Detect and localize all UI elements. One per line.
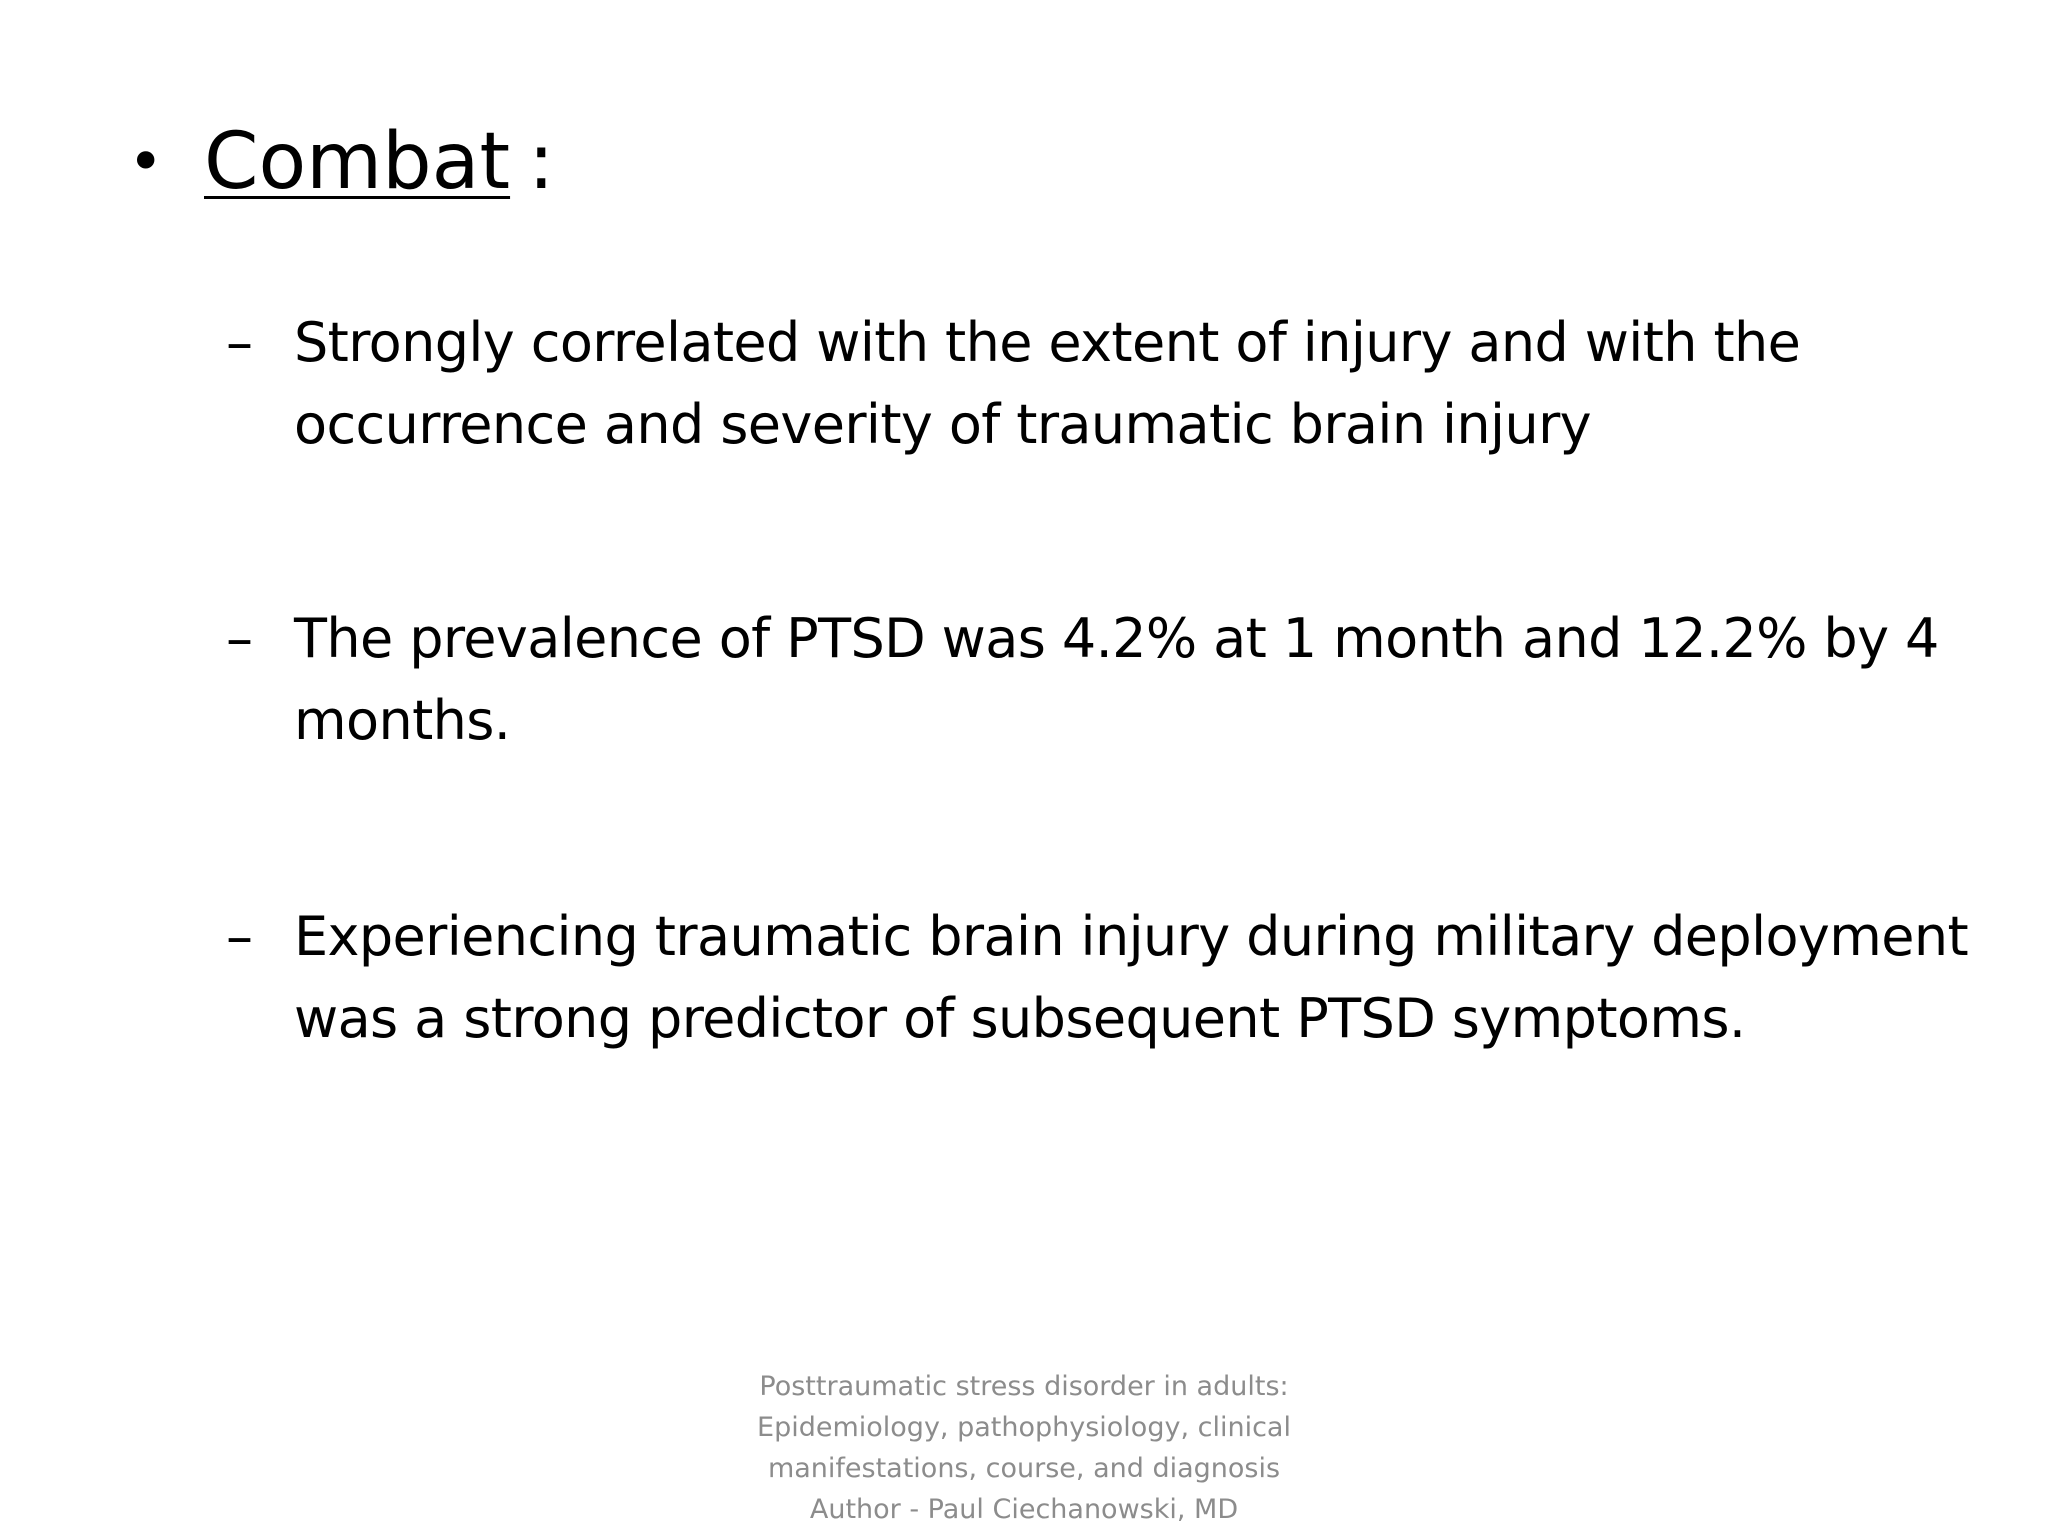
dash-bullet-icon: – <box>226 311 253 374</box>
sub-point <box>226 896 2006 1060</box>
slide-title-row <box>128 112 554 212</box>
title-colon: : <box>528 117 555 207</box>
footer-line: Epidemiology, pathophysiology, clinical <box>757 1412 1291 1443</box>
dash-bullet-icon: – <box>226 905 253 968</box>
slide-footer-citation <box>620 1366 1428 1530</box>
sub-point-text: Strongly correlated with the extent of injury and with the occurrence and severity of traumatic brain injury <box>294 311 1801 456</box>
sub-point <box>226 302 2006 466</box>
slide-title: Combat <box>204 117 511 207</box>
sub-point <box>226 598 2006 762</box>
footer-author: Author - Paul Ciechanowski, MD <box>809 1494 1239 1525</box>
footer-line: Posttraumatic stress disorder in adults: <box>759 1371 1289 1402</box>
footer-line: manifestations, course, and diagnosis <box>767 1453 1281 1484</box>
bullet-icon: • <box>128 127 164 197</box>
sub-point-text: The prevalence of PTSD was 4.2% at 1 month and 12.2% by 4 months. <box>294 607 1939 752</box>
sub-point-text: Experiencing traumatic brain injury during military deployment was a strong predictor of subsequent PTSD symptoms. <box>294 905 1969 1050</box>
dash-bullet-icon: – <box>226 607 253 670</box>
